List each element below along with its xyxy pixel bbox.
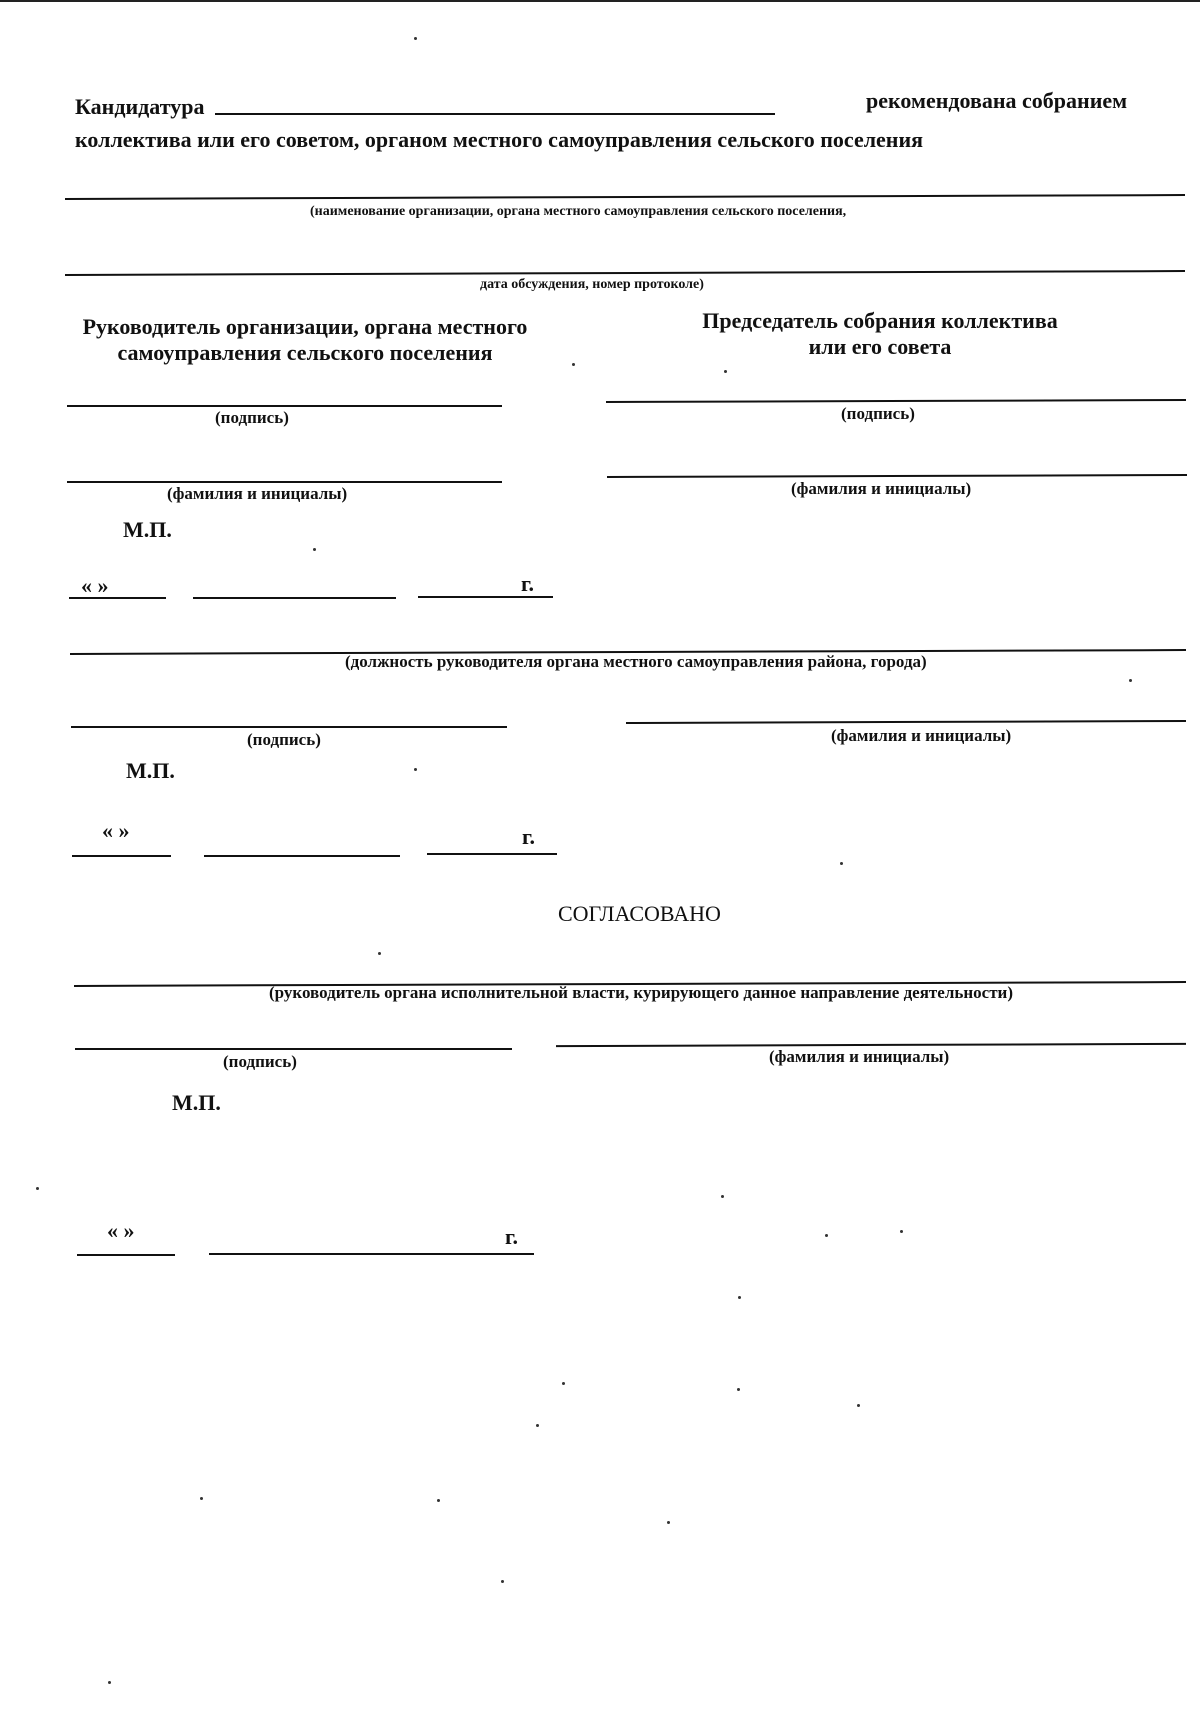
district-name-caption: (фамилия и инициалы) xyxy=(831,726,1012,745)
district-position-caption: (должность руководителя органа местного самоуправления района, города) xyxy=(345,652,927,671)
district-signature-caption: (подпись) xyxy=(247,730,321,749)
scan-speck xyxy=(536,1424,539,1427)
scan-speck xyxy=(900,1230,903,1233)
org-head-name-caption: (фамилия и инициалы) xyxy=(167,484,348,503)
scan-speck xyxy=(572,363,575,366)
approved-stamp-label: М.П. xyxy=(172,1090,221,1115)
district-date-month-line[interactable] xyxy=(204,855,400,857)
scan-speck xyxy=(1129,679,1132,682)
candidate-name-line[interactable] xyxy=(215,113,775,115)
candidacy-label: Кандидатура xyxy=(75,94,205,119)
district-date-year-line[interactable] xyxy=(427,853,557,855)
district-name-line[interactable] xyxy=(626,720,1186,724)
candidacy-continuation: коллектива или его советом, органом местного самоуправления сельского поселения xyxy=(75,127,924,152)
approved-name-caption: (фамилия и инициалы) xyxy=(769,1047,950,1066)
district-stamp-label: М.П. xyxy=(126,758,175,783)
scan-speck xyxy=(562,1382,565,1385)
scan-speck xyxy=(667,1521,670,1524)
scan-speck xyxy=(313,548,316,551)
scan-speck xyxy=(825,1234,828,1237)
org-head-name-line[interactable] xyxy=(67,481,502,483)
approved-date-day-line[interactable] xyxy=(77,1254,175,1256)
scan-top-edge xyxy=(0,0,1200,2)
approved-title: СОГЛАСОВАНО xyxy=(558,901,721,926)
date-month-line[interactable] xyxy=(193,597,396,599)
scan-speck xyxy=(200,1497,203,1500)
chairman-signature-caption: (подпись) xyxy=(841,404,915,423)
discussion-line[interactable] xyxy=(65,270,1185,276)
approved-signature-caption: (подпись) xyxy=(223,1052,297,1071)
district-date-quotes: « » xyxy=(102,818,130,843)
approved-signature-line[interactable] xyxy=(75,1048,512,1050)
district-signature-line[interactable] xyxy=(71,726,507,728)
chairman-name-line[interactable] xyxy=(607,474,1187,478)
org-head-heading-line1: Руководитель организации, органа местного xyxy=(82,314,528,339)
org-name-caption: (наименование организации, органа местного самоуправления сельского поселения, xyxy=(310,204,847,219)
discussion-caption: дата обсуждения, номер протоколе) xyxy=(480,277,704,292)
scan-speck xyxy=(437,1499,440,1502)
chairman-heading-line1: Председатель собрания коллектива xyxy=(702,308,1058,333)
scan-speck xyxy=(501,1580,504,1583)
scan-speck xyxy=(857,1404,860,1407)
approved-date-month-line[interactable] xyxy=(209,1253,534,1255)
district-date-day-line[interactable] xyxy=(72,855,171,857)
scan-speck xyxy=(721,1195,724,1198)
date-quotes: « » xyxy=(81,573,109,598)
org-name-line[interactable] xyxy=(65,194,1185,200)
chairman-signature-line[interactable] xyxy=(606,399,1186,403)
scan-speck xyxy=(36,1187,39,1190)
scan-speck xyxy=(840,862,843,865)
scan-speck xyxy=(108,1681,111,1684)
scan-speck xyxy=(738,1296,741,1299)
scan-speck xyxy=(724,370,727,373)
chairman-heading xyxy=(680,308,1080,360)
scan-speck xyxy=(414,37,417,40)
org-head-heading xyxy=(70,314,540,366)
stamp-label: М.П. xyxy=(123,517,172,542)
approved-date-quotes: « » xyxy=(107,1218,135,1243)
date-year-suffix: г. xyxy=(521,571,535,596)
date-day-line[interactable] xyxy=(69,597,166,599)
recommended-label: рекомендована собранием xyxy=(866,88,1128,113)
chairman-heading-line2: или его совета xyxy=(808,334,952,359)
district-date-year-suffix: г. xyxy=(522,824,536,849)
org-head-heading-line2: самоуправления сельского поселения xyxy=(117,340,493,365)
chairman-name-caption: (фамилия и инициалы) xyxy=(791,479,972,498)
scan-speck xyxy=(378,952,381,955)
scan-speck xyxy=(737,1388,740,1391)
approved-head-caption: (руководитель органа исполнительной власти, курирующего данное направление деятельности) xyxy=(269,983,1013,1002)
org-head-signature-caption: (подпись) xyxy=(215,408,289,427)
scan-speck xyxy=(414,768,417,771)
approved-date-year-suffix: г. xyxy=(505,1224,519,1249)
org-head-signature-line[interactable] xyxy=(67,405,502,407)
